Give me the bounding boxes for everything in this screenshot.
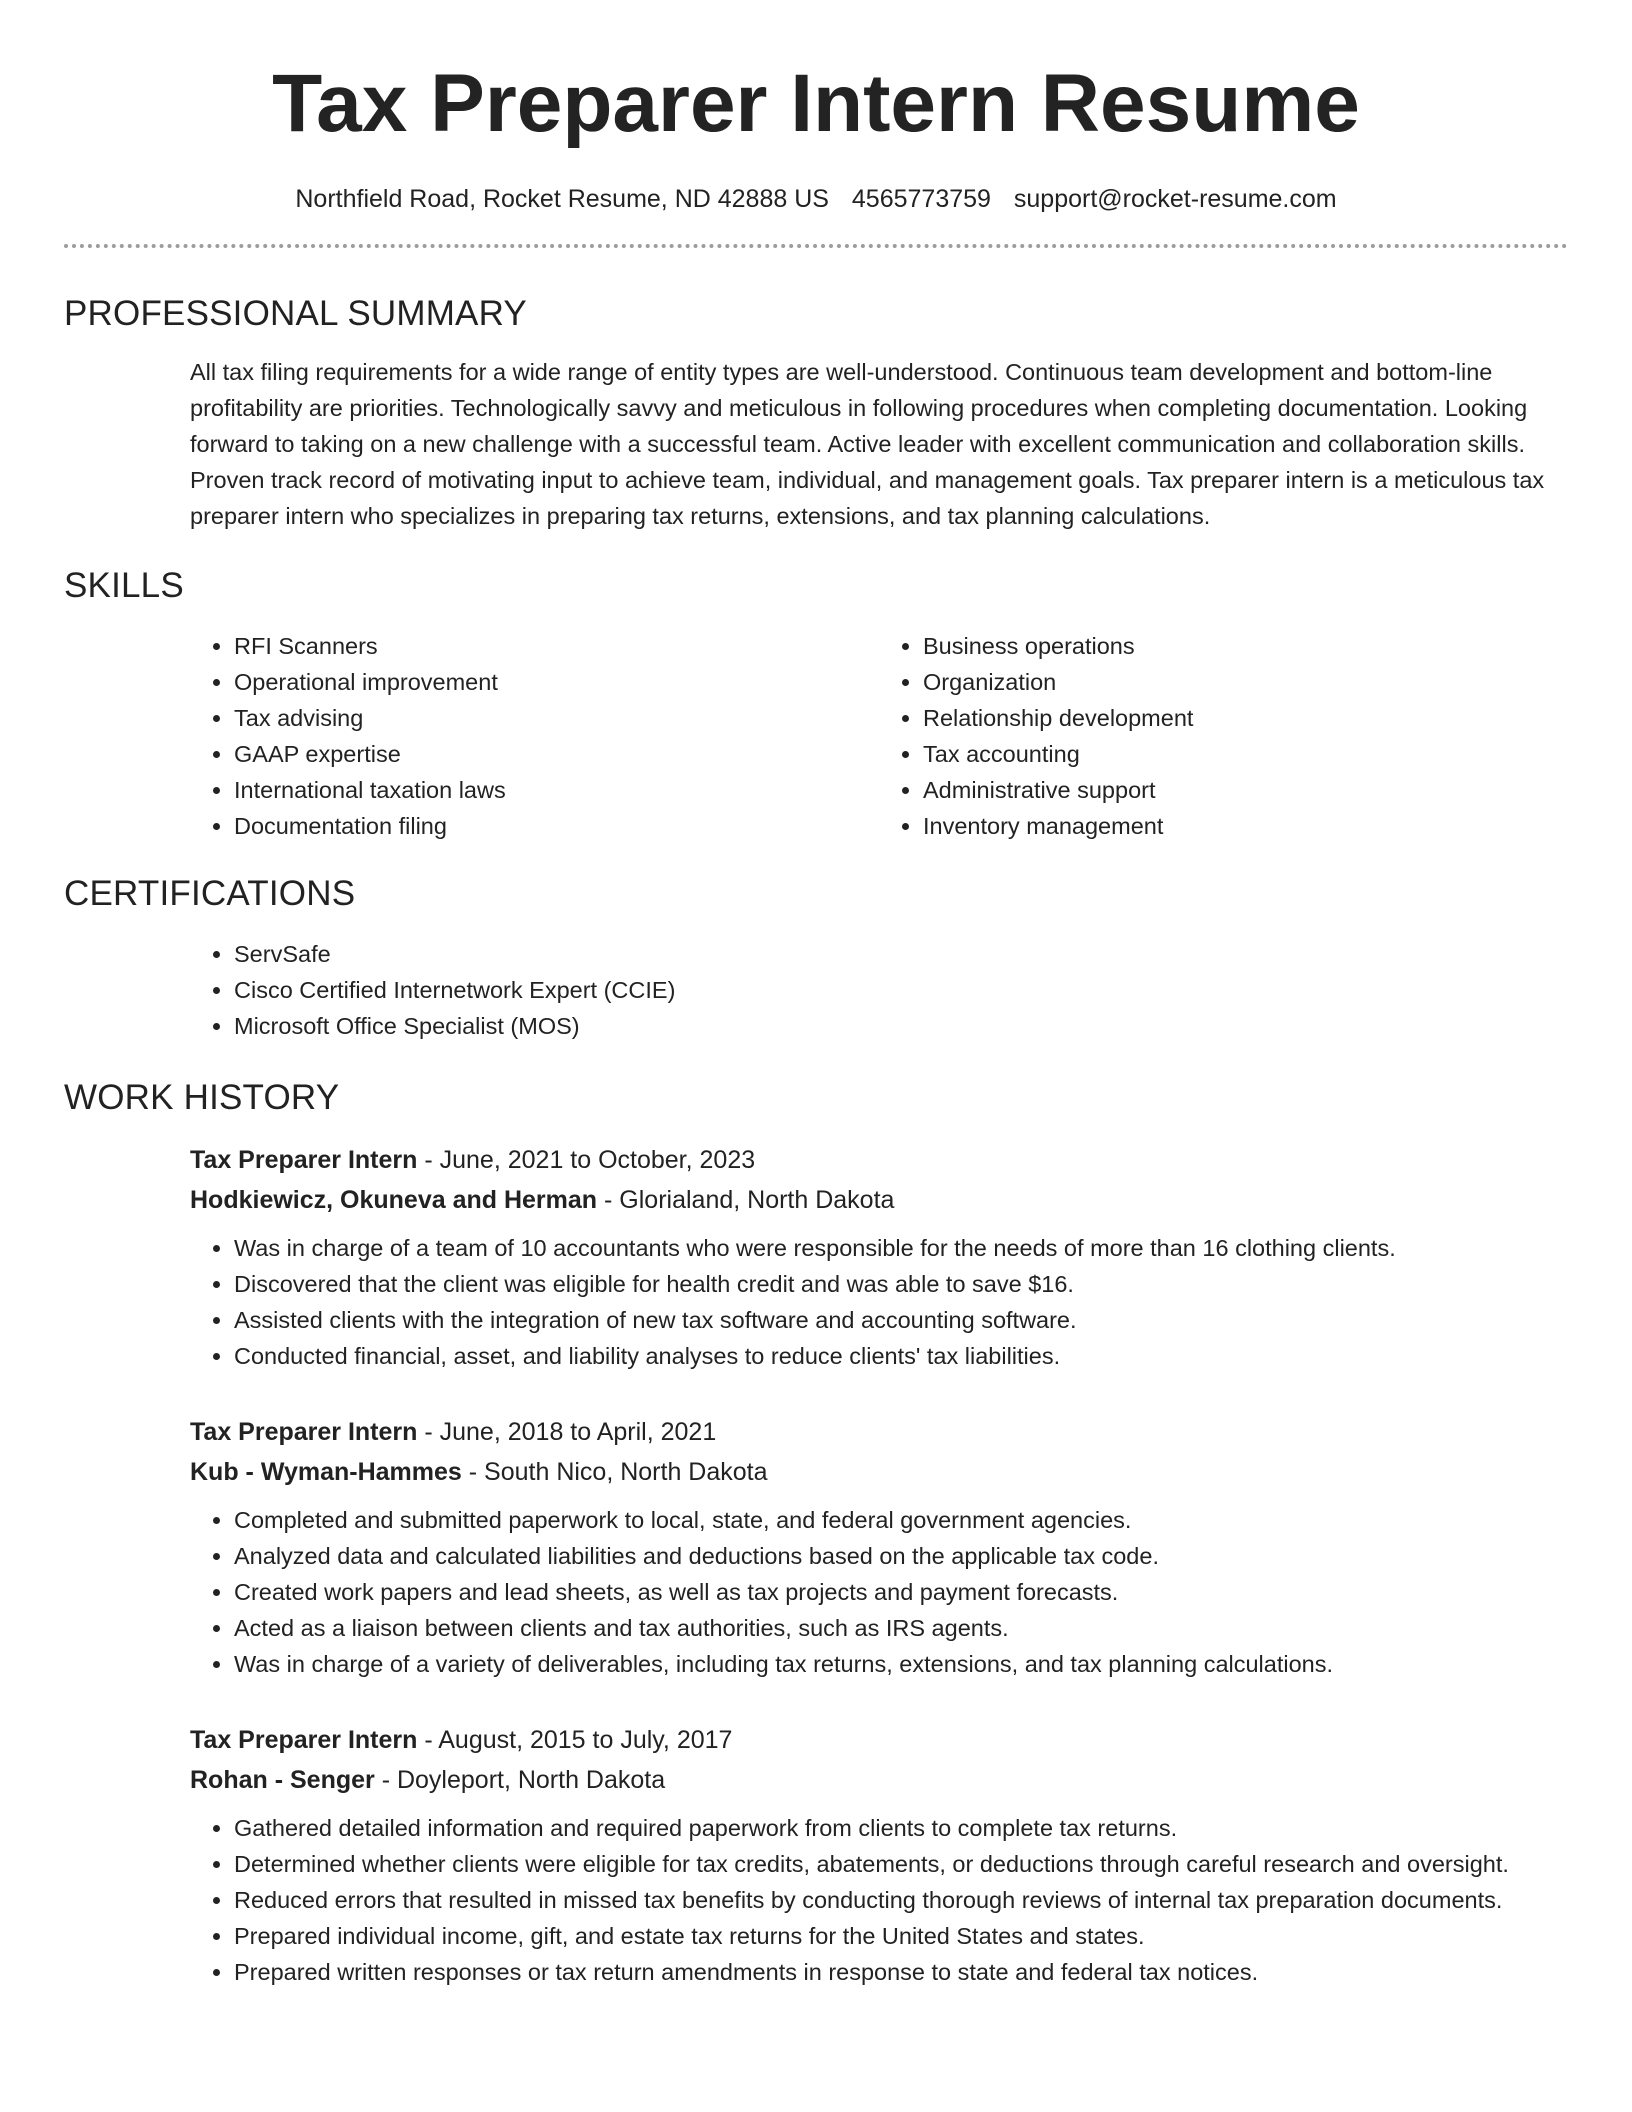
certification-item: • Microsoft Office Specialist (MOS) xyxy=(234,1008,1568,1044)
job-company-line xyxy=(190,1760,1568,1800)
header-divider xyxy=(64,244,1568,248)
certification-item: • ServSafe xyxy=(234,936,1568,972)
job-bullet: • Assisted clients with the integration of new tax software and accounting software. xyxy=(234,1302,1568,1338)
job-bullet: • Determined whether clients were eligible for tax credits, abatements, or deductions through careful research and oversight. xyxy=(234,1846,1568,1882)
job-company-line xyxy=(190,1180,1568,1220)
job-entry-3 xyxy=(190,1720,1568,1990)
skill-item: • Tax advising xyxy=(234,700,879,736)
job-bullets xyxy=(190,1810,1568,1990)
job-bullets xyxy=(190,1502,1568,1682)
job-bullet: • Gathered detailed information and required paperwork from clients to complete tax returns. xyxy=(234,1810,1568,1846)
job-entry-2 xyxy=(190,1412,1568,1682)
job-location: - South Nico, North Dakota xyxy=(461,1458,768,1486)
job-entry-1 xyxy=(190,1140,1568,1374)
job-company: Hodkiewicz, Okuneva and Herman xyxy=(190,1186,598,1214)
job-bullet: • Was in charge of a variety of deliverables, including tax returns, extensions, and tax planning calculations. xyxy=(234,1646,1568,1682)
skill-item: • Relationship development xyxy=(923,700,1568,736)
job-bullet: • Prepared written responses or tax return amendments in response to state and federal tax notices. xyxy=(234,1954,1568,1990)
skills-right-column xyxy=(879,628,1568,844)
skill-item: • Organization xyxy=(923,664,1568,700)
job-title-line xyxy=(190,1720,1568,1760)
job-location: - Glorialand, North Dakota xyxy=(597,1186,895,1214)
job-bullet: • Completed and submitted paperwork to local, state, and federal government agencies. xyxy=(234,1502,1568,1538)
summary-heading: PROFESSIONAL SUMMARY xyxy=(64,294,527,333)
certification-item: • Cisco Certified Internetwork Expert (CCIE) xyxy=(234,972,1568,1008)
job-dates: - August, 2015 to July, 2017 xyxy=(417,1726,733,1754)
skill-item: • RFI Scanners xyxy=(234,628,879,664)
contact-line xyxy=(64,182,1568,216)
job-bullets xyxy=(190,1230,1568,1374)
job-bullet: • Created work papers and lead sheets, as well as tax projects and payment forecasts. xyxy=(234,1574,1568,1610)
job-bullet: • Prepared individual income, gift, and estate tax returns for the United States and states. xyxy=(234,1918,1568,1954)
job-title: Tax Preparer Intern xyxy=(190,1418,418,1446)
skill-item: • Documentation filing xyxy=(234,808,879,844)
job-title: Tax Preparer Intern xyxy=(190,1726,418,1754)
skills-left-column xyxy=(190,628,879,844)
job-company: Kub - Wyman-Hammes xyxy=(190,1458,462,1486)
job-location: - Doyleport, North Dakota xyxy=(374,1766,666,1794)
skill-item: • Operational improvement xyxy=(234,664,879,700)
job-bullet: • Was in charge of a team of 10 accountants who were responsible for the needs of more than 16 clothing clients. xyxy=(234,1230,1568,1266)
certifications-list xyxy=(190,936,1568,1044)
job-bullet: • Acted as a liaison between clients and tax authorities, such as IRS agents. xyxy=(234,1610,1568,1646)
contact-address: Northfield Road, Rocket Resume, ND 42888 US xyxy=(295,185,829,213)
job-title-line xyxy=(190,1140,1568,1180)
work-history-heading: WORK HISTORY xyxy=(64,1078,340,1117)
job-dates: - June, 2018 to April, 2021 xyxy=(417,1418,717,1446)
contact-phone: 4565773759 xyxy=(851,185,991,213)
contact-email: support@rocket-resume.com xyxy=(1013,185,1337,213)
skill-item: • GAAP expertise xyxy=(234,736,879,772)
job-company: Rohan - Senger xyxy=(190,1766,375,1794)
skills-heading: SKILLS xyxy=(64,566,184,605)
job-bullet: • Analyzed data and calculated liabilities and deductions based on the applicable tax code. xyxy=(234,1538,1568,1574)
certifications-heading: CERTIFICATIONS xyxy=(64,874,356,913)
job-title-line xyxy=(190,1412,1568,1452)
summary-text: All tax filing requirements for a wide range of entity types are well-understood. Continuous team development and bottom-line profitability are priorities. Technologically savvy and meticulous in following procedures when completing documentation. Looking forward to taking on a new challenge with a successful team. Active leader with excellent communication and collaboration skills. Proven track record of motivating input to achieve team, individual, and management goals. Tax preparer intern is a meticulous tax preparer intern who specializes in preparing tax returns, extensions, and tax planning calculations. xyxy=(190,359,1545,529)
skill-item: • Administrative support xyxy=(923,772,1568,808)
skill-item: • Business operations xyxy=(923,628,1568,664)
job-bullet: • Reduced errors that resulted in missed tax benefits by conducting thorough reviews of internal tax preparation documents. xyxy=(234,1882,1568,1918)
job-title: Tax Preparer Intern xyxy=(190,1146,418,1174)
resume-title: Tax Preparer Intern Resume xyxy=(272,58,1360,149)
job-company-line xyxy=(190,1452,1568,1492)
job-dates: - June, 2021 to October, 2023 xyxy=(417,1146,756,1174)
skill-item: • International taxation laws xyxy=(234,772,879,808)
job-bullet: • Conducted financial, asset, and liability analyses to reduce clients' tax liabilities. xyxy=(234,1338,1568,1374)
skill-item: • Tax accounting xyxy=(923,736,1568,772)
skills-grid xyxy=(190,628,1568,844)
skill-item: • Inventory management xyxy=(923,808,1568,844)
job-bullet: • Discovered that the client was eligible for health credit and was able to save $16. xyxy=(234,1266,1568,1302)
